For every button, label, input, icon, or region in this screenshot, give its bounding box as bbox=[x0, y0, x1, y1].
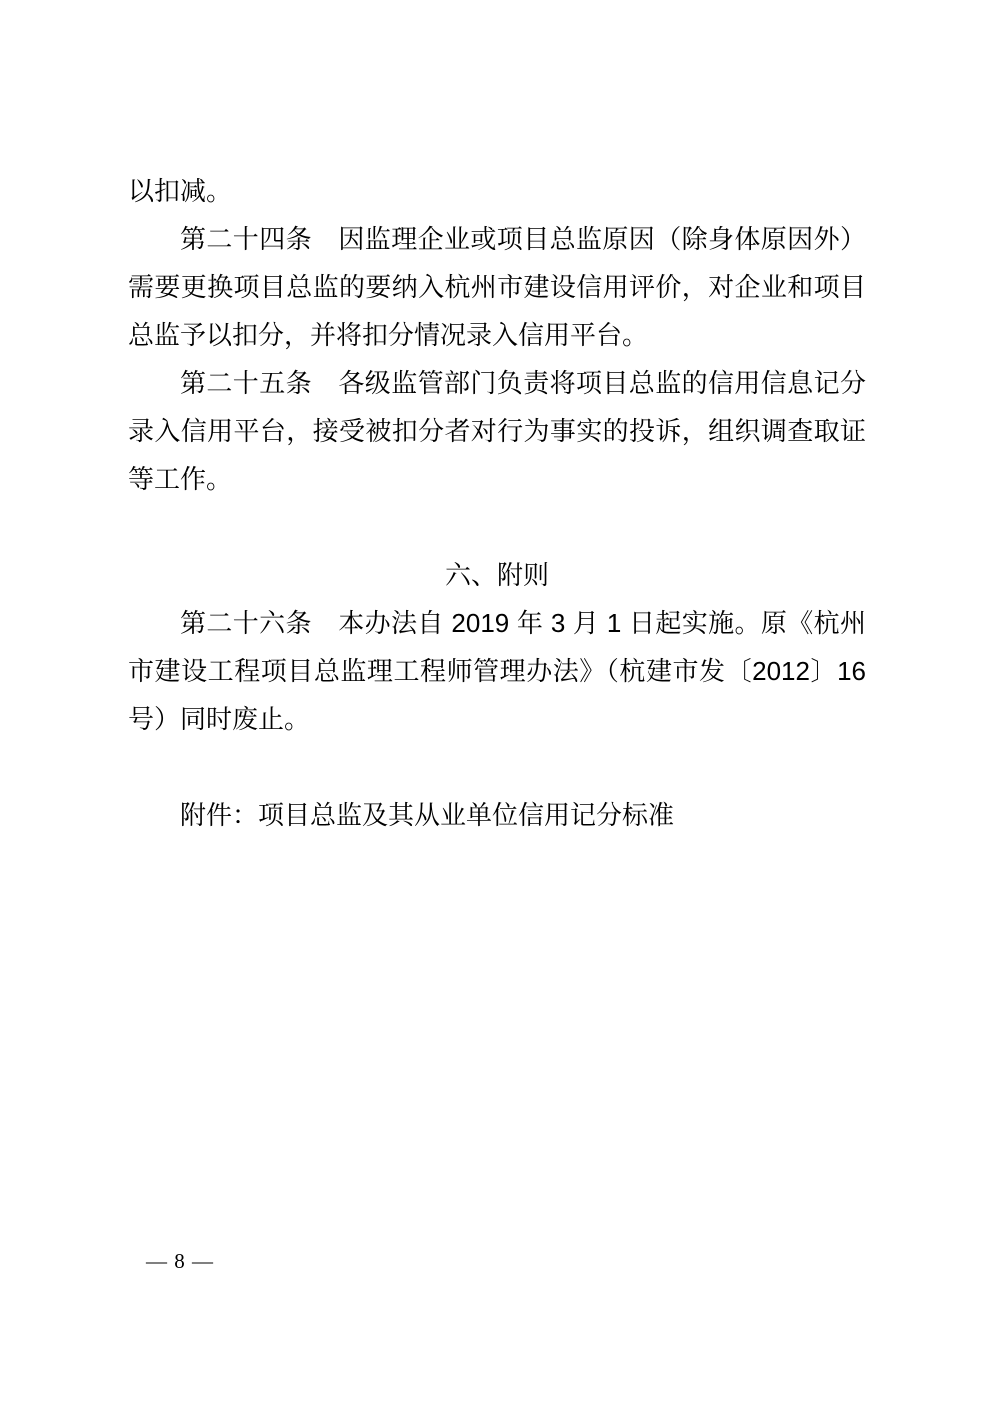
spacer-before-heading bbox=[128, 503, 866, 551]
paragraph-article-25: 第二十五条 各级监管部门负责将项目总监的信用信息记分录入信用平台，接受被扣分者对行为事实的投诉，组织调查取证等工作。 bbox=[128, 368, 866, 494]
page-number: — 8 — bbox=[146, 1249, 214, 1273]
spacer-before-attachment bbox=[128, 743, 866, 791]
attachment-note: 附件：项目总监及其从业单位信用记分标准 bbox=[180, 800, 675, 830]
paragraph-article-24: 第二十四条 因监理企业或项目总监原因（除身体原因外）需要更换项目总监的要纳入杭州市建设信用评价，对企业和项目总监予以扣分，并将扣分情况录入信用平台。 bbox=[128, 224, 866, 350]
paragraph-article-26: 第二十六条 本办法自 2019 年 3 月 1 日起实施。原《杭州市建设工程项目总监理工程师管理办法》（杭建市发〔2012〕16 号）同时废止。 bbox=[128, 608, 866, 734]
section-heading-appendix-rules: 六、附则 bbox=[444, 560, 549, 590]
document-body bbox=[128, 167, 866, 839]
paragraph-continuation: 以扣减。 bbox=[128, 176, 233, 206]
